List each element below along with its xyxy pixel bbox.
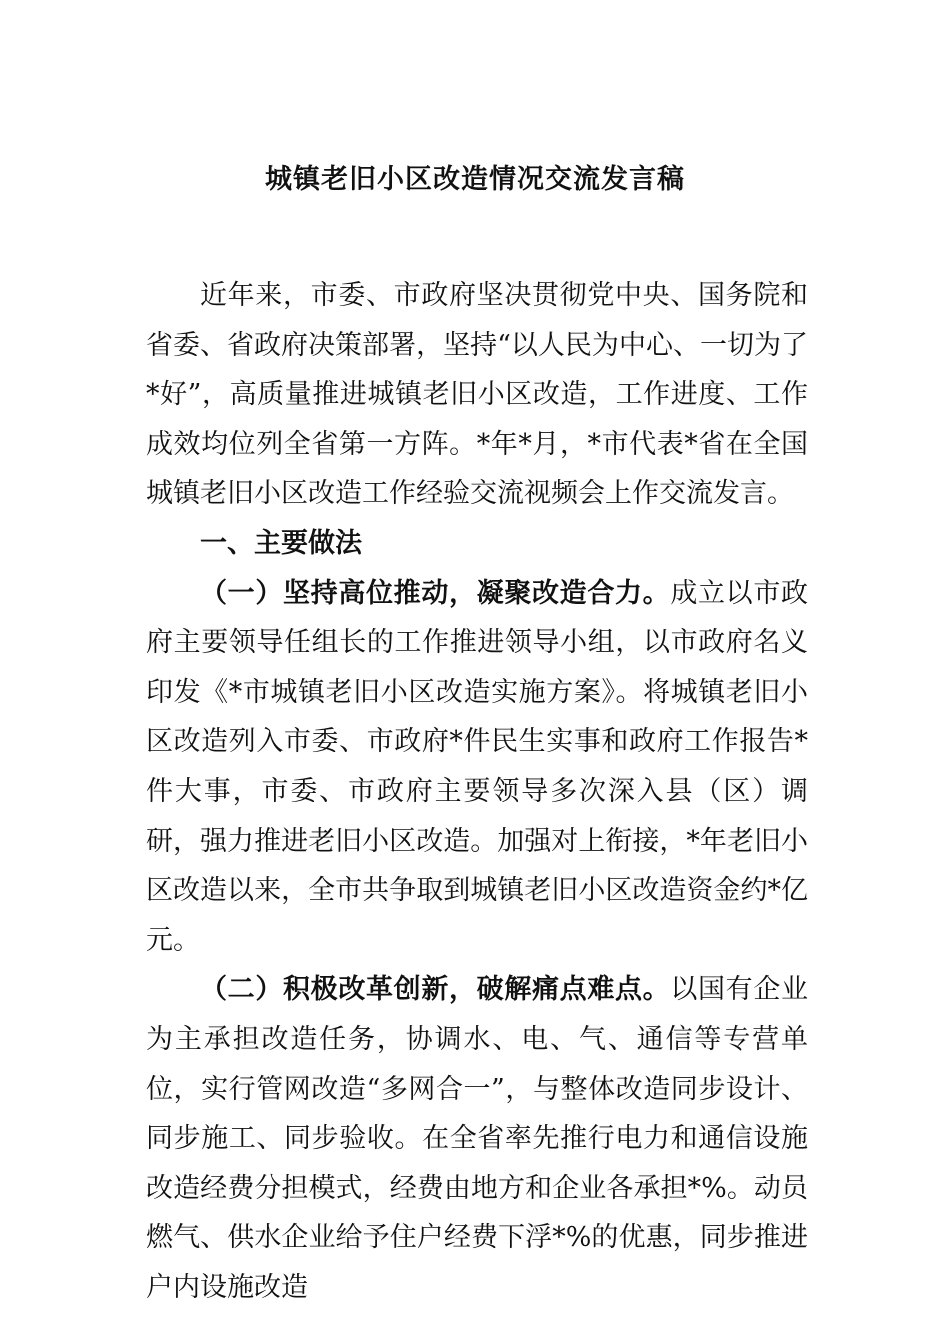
intro-paragraph: 近年来，市委、市政府坚决贯彻党中央、国务院和省委、省政府决策部署，坚持“以人民为中心、一切为了*好”，高质量推进城镇老旧小区改造，工作进度、工作成效均位列全省第一方阵。*年*月，*市代表*省在全国城镇老旧小区改造工作经验交流视频会上作交流发言。 bbox=[146, 280, 808, 510]
document-title: 城镇老旧小区改造情况交流发言稿 bbox=[265, 164, 685, 195]
item-1-paragraph bbox=[146, 569, 808, 966]
item-1-text: 成立以市政府主要领导任组长的工作推进领导小组，以市政府名义印发《*市城镇老旧小区改造实施方案》。将城镇老旧小区改造列入市委、市政府*件民生实事和政府工作报告*件大事，市委、市政府主要领导多次深入县（区）调研，强力推进老旧小区改造。加强对上衔接，*年老旧小区改造以来，全市共争取到城镇老旧小区改造资金约*亿元。 bbox=[146, 577, 809, 956]
item-2-lead: （二）积极改革创新，破解痛点难点。 bbox=[200, 974, 671, 1006]
item-2-text: 以国有企业为主承担改造任务，协调水、电、气、通信等专营单位，实行管网改造“多网合一”，与整体改造同步设计、同步施工、同步验收。在全省率先推行电力和通信设施改造经费分担模式，经费由地方和企业各承担*%。动员燃气、供水企业给予住户经费下浮*%的优惠，同步推进户内设施改造 bbox=[146, 974, 809, 1303]
item-1-lead: （一）坚持高位推动，凝聚改造合力。 bbox=[200, 577, 671, 609]
section-heading-main-practices: 一、主要做法 bbox=[200, 527, 362, 559]
document-body bbox=[146, 271, 808, 1312]
item-2-paragraph bbox=[146, 965, 808, 1312]
